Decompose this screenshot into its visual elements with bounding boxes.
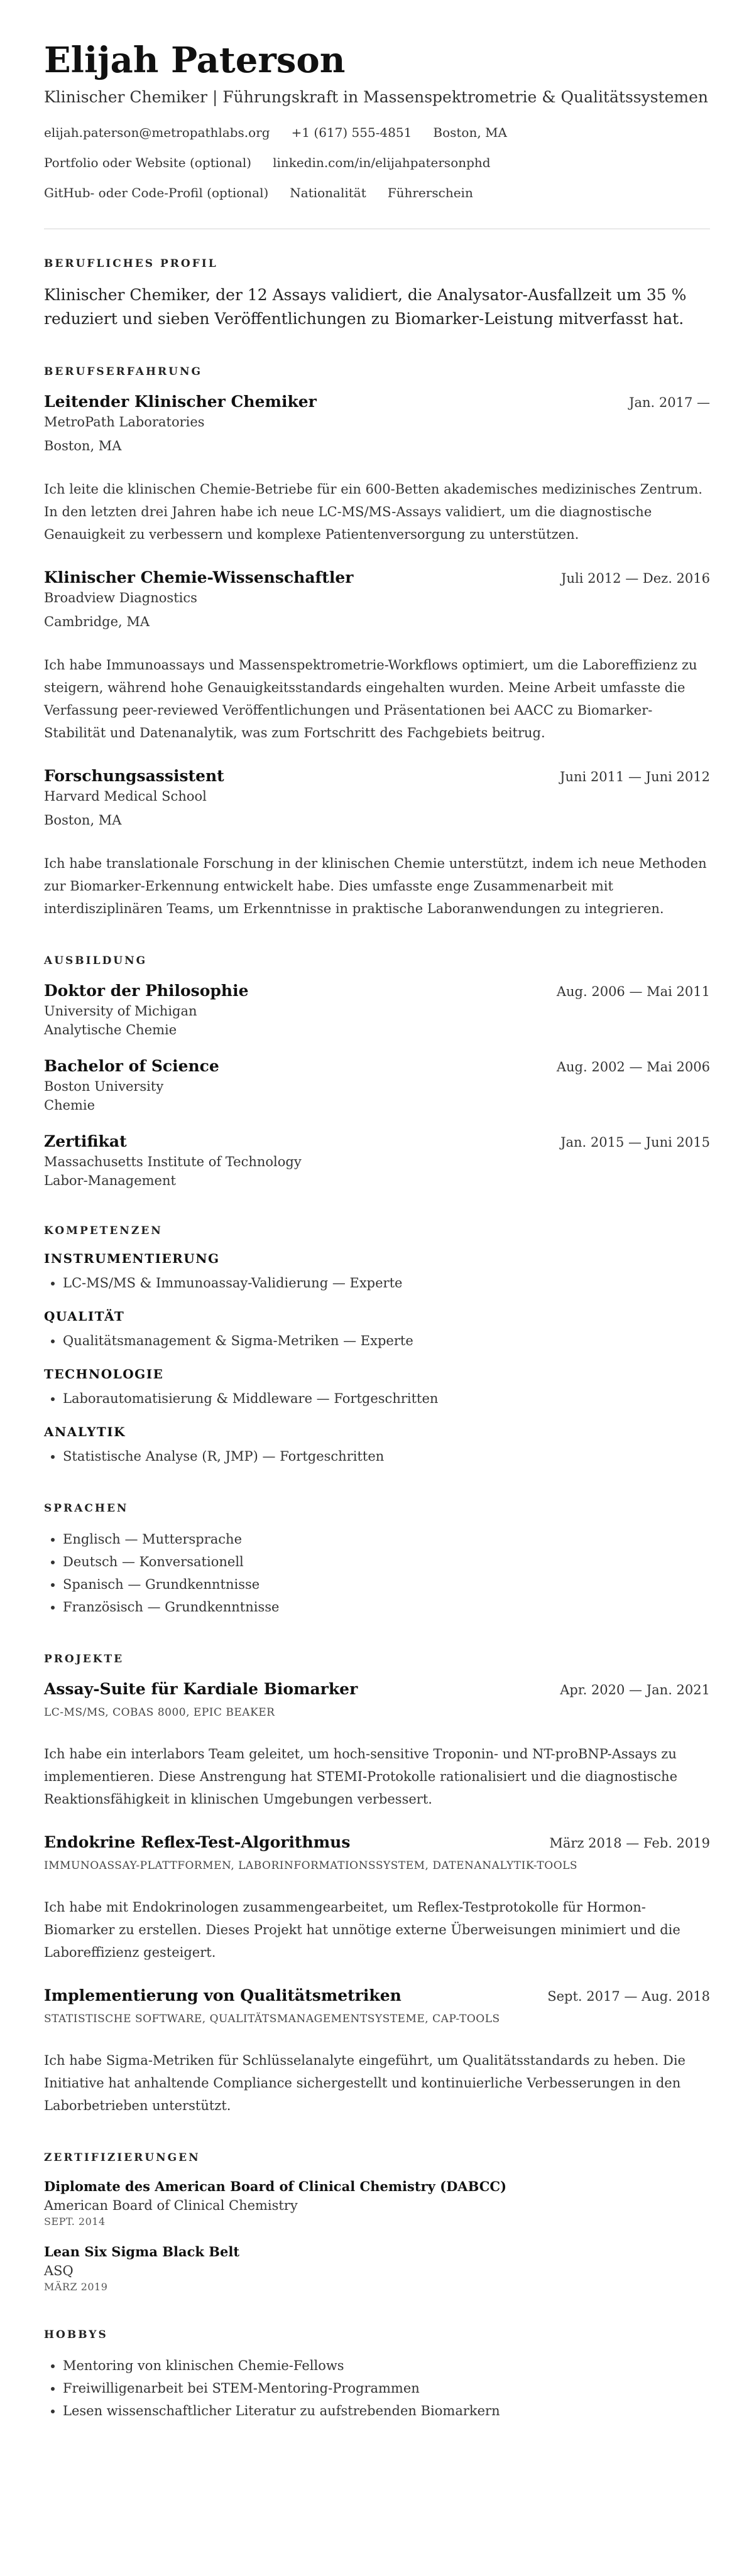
- section-title-projects: PROJEKTE: [44, 1653, 124, 1665]
- skill-category-title: ANALYTIK: [44, 1424, 126, 1439]
- project-description: Ich habe mit Endokrinologen zusammengearbeitet, um Reflex-Testprotokolle für Hormon-Biomarker zu erstellen. Dieses Projekt hat unnötige externe Überweisungen minimiert und die Laboreffizienz gesteigert.: [44, 1900, 680, 1960]
- certification-date: MÄRZ 2019: [44, 2281, 108, 2293]
- hobby-item: • Mentoring von klinischen Chemie-Fellows: [63, 2354, 710, 2377]
- skill-item: • LC-MS/MS & Immunoassay-Validierung — Experte: [63, 1272, 710, 1294]
- project-entry: [44, 1985, 710, 2117]
- experience-section: [44, 365, 710, 920]
- job-description: Ich habe translationale Forschung in der klinischen Chemie unterstützt, indem ich neue Methoden zur Biomarker-Erkennung entwickelt habe. Dies umfasste enge Zusammenarbeit mit interdisziplinären Teams, um Erkenntnisse in praktische Laboranwendungen zu integrieren.: [44, 856, 707, 916]
- degree-field: Chemie: [44, 1098, 96, 1113]
- language-list: [44, 1528, 710, 1618]
- degree-title: Zertifikat: [44, 1132, 127, 1150]
- project-description: Ich habe ein interlabors Team geleitet, um hoch-sensitive Troponin- und NT-proBNP-Assays zu implementieren. Diese Anstrengung hat STEMI-Protokolle rationalisiert und die diagnostische Reaktionsfähigkeit in klinischen Umgebungen verbessert.: [44, 1746, 677, 1807]
- skill-list: [44, 1445, 710, 1468]
- resume-header: [44, 38, 710, 201]
- project-title: Endokrine Reflex-Test-Algorithmus: [44, 1833, 351, 1851]
- project-entry: [44, 1679, 710, 1810]
- degree-date: Aug. 2006 — Mai 2011: [556, 984, 710, 999]
- school-name: Boston University: [44, 1079, 164, 1094]
- project-date: März 2018 — Feb. 2019: [549, 1836, 710, 1851]
- hobbies-section: [44, 2328, 710, 2422]
- project-entry: [44, 1832, 710, 1964]
- job-location: Boston, MA: [44, 438, 122, 453]
- candidate-name: Elijah Paterson: [44, 40, 346, 81]
- job-title: Leitender Klinischer Chemiker: [44, 392, 317, 411]
- degree-date: Aug. 2002 — Mai 2006: [556, 1059, 710, 1074]
- skill-category-title: TECHNOLOGIE: [44, 1366, 164, 1382]
- language-item: • Deutsch — Konversationell: [63, 1550, 710, 1573]
- experience-entry: [44, 567, 710, 744]
- section-title-languages: SPRACHEN: [44, 1502, 129, 1515]
- job-description: Ich habe Immunoassays und Massenspektrometrie-Workflows optimiert, um die Laboreffizienz zu steigern, während hohe Genauigkeitsstandards eingehalten wurden. Meine Arbeit umfasste die Verfassung peer-reviewed Veröffentlichungen und Präsentationen bei AACC zu Biomarker-Stabilität und Datenanalytik, was zum Fortschritt des Fachgebiets beitrug.: [44, 658, 697, 740]
- job-description: Ich leite die klinischen Chemie-Betriebe für ein 600-Betten akademisches medizinisches Zentrum. In den letzten drei Jahren habe ich neue LC-MS/MS-Assays validiert, um die diagnostische Genauigkeit zu verbessern und komplexe Patientenversorgung zu unterstützen.: [44, 482, 702, 542]
- job-date: Juni 2011 — Juni 2012: [560, 769, 710, 784]
- experience-entry: [44, 391, 710, 546]
- language-item: • Spanisch — Grundkenntnisse: [63, 1573, 710, 1596]
- skill-list: [44, 1329, 710, 1352]
- contact-row-primary: [44, 124, 710, 141]
- job-title: Forschungsassistent: [44, 767, 224, 785]
- job-date: Jan. 2017 —: [629, 395, 710, 410]
- contact-email[interactable]: elijah.paterson@metropathlabs.org: [44, 125, 270, 140]
- job-title: Klinischer Chemie-Wissenschaftler: [44, 568, 354, 587]
- hobby-list: [44, 2354, 710, 2422]
- hobby-item: • Freiwilligenarbeit bei STEM-Mentoring-Programmen: [63, 2377, 710, 2400]
- profile-section: [44, 257, 710, 331]
- section-title-experience: BERUFSERFAHRUNG: [44, 365, 203, 378]
- degree-field: Labor-Management: [44, 1173, 176, 1188]
- skills-section: [44, 1224, 710, 1468]
- experience-entry: [44, 766, 710, 920]
- hobby-item: • Lesen wissenschaftlicher Literatur zu aufstrebenden Biomarkern: [63, 2400, 710, 2422]
- section-title-skills: KOMPETENZEN: [44, 1225, 163, 1237]
- education-entry: [44, 980, 710, 1039]
- project-date: Sept. 2017 — Aug. 2018: [547, 1989, 710, 2004]
- section-title-education: AUSBILDUNG: [44, 955, 148, 967]
- certification-org: ASQ: [44, 2263, 74, 2278]
- job-company: Broadview Diagnostics: [44, 590, 197, 605]
- project-date: Apr. 2020 — Jan. 2021: [560, 1682, 710, 1697]
- skill-category-title: QUALITÄT: [44, 1309, 125, 1324]
- projects-section: [44, 1652, 710, 2117]
- school-name: Massachusetts Institute of Technology: [44, 1154, 302, 1169]
- certification-title: Lean Six Sigma Black Belt: [44, 2244, 240, 2259]
- job-date: Juli 2012 — Dez. 2016: [561, 571, 710, 586]
- school-name: University of Michigan: [44, 1004, 197, 1019]
- contact-linkedin[interactable]: linkedin.com/in/elijahpatersonphd: [273, 155, 491, 170]
- skill-list: [44, 1272, 710, 1294]
- skill-item: • Statistische Analyse (R, JMP) — Fortgeschritten: [63, 1445, 710, 1468]
- section-title-certifications: ZERTIFIZIERUNGEN: [44, 2151, 200, 2164]
- contact-github[interactable]: GitHub- oder Code-Profil (optional): [44, 185, 269, 200]
- certification-entry: [44, 2177, 710, 2229]
- skill-list: [44, 1387, 710, 1410]
- contact-portfolio[interactable]: Portfolio oder Website (optional): [44, 155, 252, 170]
- contact-location: Boston, MA: [433, 125, 507, 140]
- languages-section: [44, 1502, 710, 1618]
- candidate-headline: Klinischer Chemiker | Führungskraft in Massenspektrometrie & Qualitätssystemen: [44, 88, 709, 106]
- project-title: Assay-Suite für Kardiale Biomarker: [44, 1680, 358, 1698]
- certifications-section: [44, 2151, 710, 2294]
- contact-phone[interactable]: +1 (617) 555-4851: [291, 125, 412, 140]
- contact-row-extra: [44, 185, 710, 201]
- section-title-hobbies: HOBBYS: [44, 2329, 108, 2341]
- job-company: MetroPath Laboratories: [44, 414, 205, 430]
- certification-org: American Board of Clinical Chemistry: [44, 2198, 298, 2213]
- job-location: Boston, MA: [44, 813, 122, 828]
- project-tech: STATISTISCHE SOFTWARE, QUALITÄTSMANAGEMENTSYSTEME, CAP-TOOLS: [44, 2013, 500, 2025]
- skill-item: • Laborautomatisierung & Middleware — Fortgeschritten: [63, 1387, 710, 1410]
- project-title: Implementierung von Qualitätsmetriken: [44, 1986, 402, 2005]
- education-entry: [44, 1131, 710, 1190]
- section-title-profile: BERUFLICHES PROFIL: [44, 257, 218, 270]
- certification-entry: [44, 2243, 710, 2294]
- degree-field: Analytische Chemie: [44, 1022, 177, 1037]
- job-company: Harvard Medical School: [44, 789, 207, 804]
- skill-item: • Qualitätsmanagement & Sigma-Metriken — Experte: [63, 1329, 710, 1352]
- project-tech: IMMUNOASSAY-PLATTFORMEN, LABORINFORMATIONSSYSTEM, DATENANALYTIK-TOOLS: [44, 1859, 578, 1872]
- degree-date: Jan. 2015 — Juni 2015: [560, 1135, 710, 1150]
- project-description: Ich habe Sigma-Metriken für Schlüsselanalyte eingeführt, um Qualitätsstandards zu heben. Die Initiative hat anhaltende Compliance sichergestellt und kontinuierliche Verbesserungen in den Laborbetrieben unterstützt.: [44, 2053, 686, 2113]
- skill-category-title: INSTRUMENTIERUNG: [44, 1251, 220, 1266]
- certification-date: SEPT. 2014: [44, 2216, 106, 2227]
- degree-title: Doktor der Philosophie: [44, 982, 249, 1000]
- education-entry: [44, 1056, 710, 1115]
- contact-nationality: Nationalität: [290, 185, 366, 200]
- language-item: • Englisch — Muttersprache: [63, 1528, 710, 1550]
- language-item: • Französisch — Grundkenntnisse: [63, 1596, 710, 1618]
- project-tech: LC-MS/MS, COBAS 8000, EPIC BEAKER: [44, 1706, 275, 1719]
- contact-license: Führerschein: [387, 185, 473, 200]
- degree-title: Bachelor of Science: [44, 1057, 219, 1075]
- education-section: [44, 954, 710, 1190]
- contact-row-links: [44, 154, 710, 171]
- profile-text: Klinischer Chemiker, der 12 Assays validiert, die Analysator-Ausfallzeit um 35 % reduziert und sieben Veröffentlichungen zu Biomarker-Leistung mitverfasst hat.: [44, 286, 687, 328]
- certification-title: Diplomate des American Board of Clinical Chemistry (DABCC): [44, 2178, 507, 2194]
- job-location: Cambridge, MA: [44, 614, 150, 629]
